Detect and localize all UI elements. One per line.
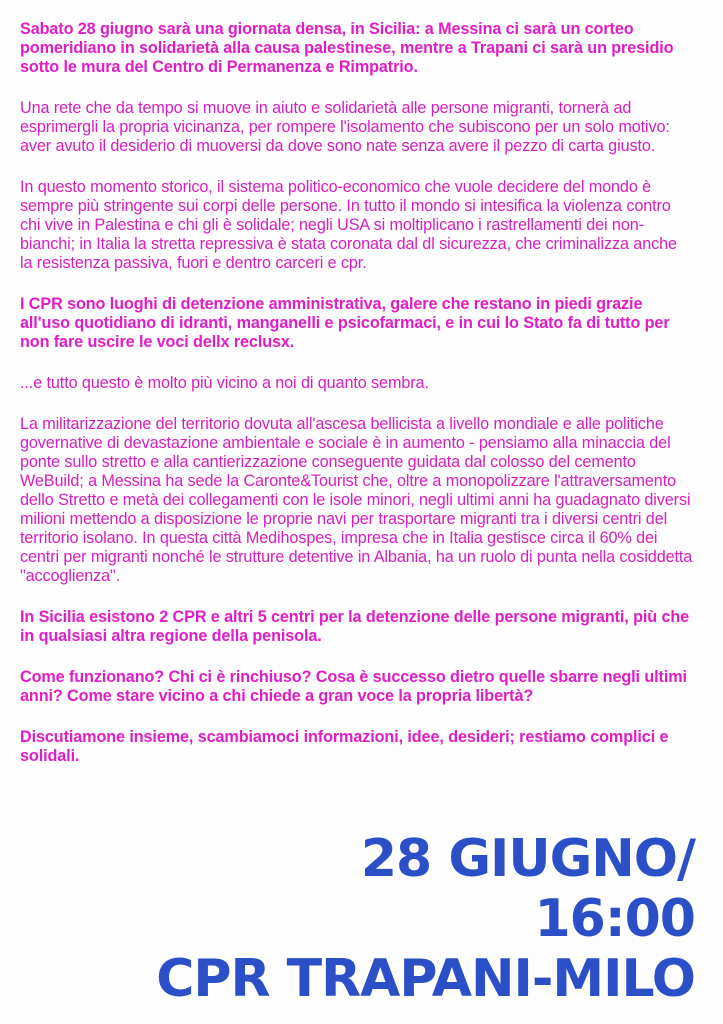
- historical-moment-paragraph: In questo momento storico, il sistema politico-economico che vuole decidere del mondo è sempre più stringente sui corpi delle persone. In tutto il mondo si intesifica la violenza contro chi vive in Palestina e chi gli è solidale; negli USA si moltiplicano i rastrellamenti dei non-bianchi; in Italia la stretta repressiva è stata coronata dal dl sicurezza, che criminalizza anche la resistenza passiva, fuori e dentro carceri e cpr.: [20, 178, 677, 272]
- event-place: CPR TRAPANI-MILO: [156, 949, 695, 1009]
- sicily-cpr-count-paragraph: In Sicilia esistono 2 CPR e altri 5 centri per la detenzione delle persone migranti, più che in qualsiasi altra regione della penisola.: [20, 608, 690, 645]
- militarization-paragraph: La militarizzazione del territorio dovuta all'ascesa bellicista a livello mondiale e alle politiche governative di devastazione ambientale e sociale è in aumento - pensiamo alla minaccia del ponte sullo stretto e alla cantierizzazione conseguente guidata dal colosso del cemento WeBuild; a Messina ha sede la Caronte&Tourist che, oltre a monopolizzare l'attraversamento dello Stretto e metà dei collegamenti con le isole minori, negli ultimi anni ha guadagnato diversi milioni mettendo a disposizione le proprie navi per trasportare migranti tra i diversi centri del territorio isolano. In questa città Medihospes, impresa che in Italia gestisce circa il 60% dei centri per migranti nonché le strutture detentive in Albania, ha un ruolo di punta nella cosiddetta "accoglienza".: [20, 415, 693, 585]
- event-date: 28 GIUGNO/: [360, 829, 695, 889]
- event-time: 16:00: [534, 889, 695, 949]
- closer-than-it-seems-paragraph: ...e tutto questo è molto più vicino a noi di quanto sembra.: [20, 374, 429, 392]
- event-info: [156, 830, 695, 1008]
- solidarity-paragraph: Una rete che da tempo si muove in aiuto e solidarietà alle persone migranti, tornerà ad esprimergli la propria vicinanza, per rompere l'isolamento che subiscono per un solo motivo: aver avuto il desiderio di muoversi da dove sono nate senza avere il pezzo di carta giusto.: [20, 99, 670, 155]
- intro-paragraph: Sabato 28 giugno sarà una giornata densa, in Sicilia: a Messina ci sarà un corteo pomeridiano in solidarietà alla causa palestinese, mentre a Trapani ci sarà un presidio sotto le mura del Centro di Permanenza e Rimpatrio.: [20, 20, 674, 76]
- questions-paragraph: Come funzionano? Chi ci è rinchiuso? Cosa è successo dietro quelle sbarre negli ultimi anni? Come stare vicino a chi chiede a gran voce la propria libertà?: [20, 668, 687, 705]
- call-to-action-paragraph: Discutiamone insieme, scambiamoci informazioni, idee, desideri; restiamo complici e solidali.: [20, 728, 669, 765]
- cpr-description-paragraph: I CPR sono luoghi di detenzione amministrativa, galere che restano in piedi grazie all'uso quotidiano di idranti, manganelli e psicofarmaci, e in cui lo Stato fa di tutto per non fare uscire le voci dellx reclusx.: [20, 295, 670, 351]
